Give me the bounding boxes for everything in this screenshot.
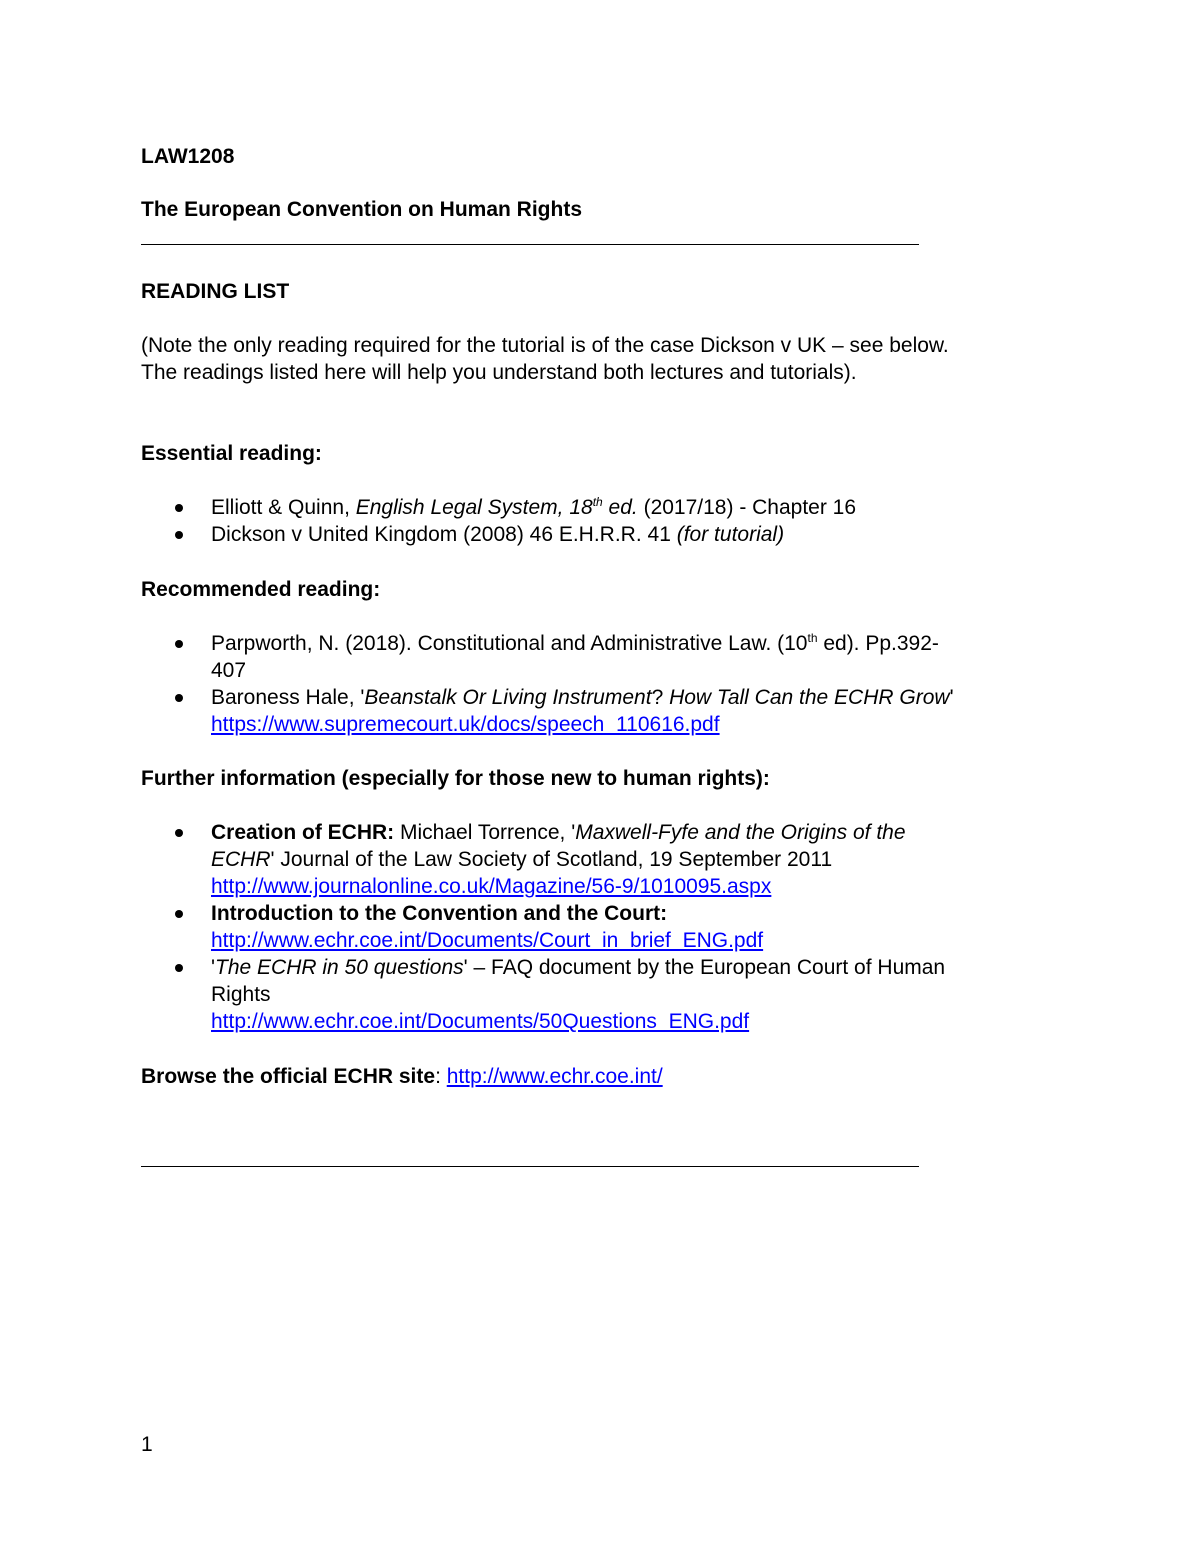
further-item-1-line-2: ECHR' Journal of the Law Society of Scotland, 19 September 2011 [211, 848, 833, 871]
essential-item-1: Elliott & Quinn, English Legal System, 18th ed. (2017/18) - Chapter 16 [211, 495, 857, 519]
further-item-3-line-1: 'The ECHR in 50 questions' – FAQ document by the European Court of Human [211, 956, 946, 979]
recommended-item-2-line-2 [211, 711, 954, 738]
echr-site-link[interactable]: http://www.echr.coe.int/ [446, 1065, 663, 1088]
list-item [141, 494, 856, 521]
recommended-item-1-line-2: 407 [211, 659, 247, 682]
bullet-icon [175, 694, 183, 702]
recommended-item-2-line-1: Baroness Hale, 'Beanstalk Or Living Instrument? How Tall Can the ECHR Grow' [211, 686, 954, 709]
bullet-icon [175, 829, 183, 837]
further-information-heading: Further information (especially for those new to human rights): [141, 767, 770, 790]
recommended-reading-list [141, 630, 954, 738]
course-code: LAW1208 [141, 145, 235, 168]
browse-label: Browse the official ECHR site [141, 1065, 436, 1088]
essential-item-2: Dickson v United Kingdom (2008) 46 E.H.R.R. 41 (for tutorial) [211, 523, 785, 546]
bottom-divider [141, 1166, 919, 1167]
browse-line: Browse the official ECHR site: http://www.echr.coe.int/ [141, 1065, 663, 1088]
further-item-2-line-1: Introduction to the Convention and the Court: [211, 902, 668, 925]
document-title: The European Convention on Human Rights [141, 198, 582, 221]
bullet-icon [175, 640, 183, 648]
list-item [141, 954, 945, 1035]
journal-online-link[interactable]: http://www.journalonline.co.uk/Magazine/56-9/1010095.aspx [211, 875, 772, 898]
further-item-3-line-3 [211, 1008, 945, 1035]
court-in-brief-link[interactable]: http://www.echr.coe.int/Documents/Court_in_brief_ENG.pdf [211, 929, 764, 952]
reading-list-heading: READING LIST [141, 280, 290, 303]
note-line-1: (Note the only reading required for the tutorial is of the case Dickson v UK – see below. [141, 334, 949, 357]
top-divider [141, 244, 919, 245]
recommended-item-1-line-1: Parpworth, N. (2018). Constitutional and Administrative Law. (10th ed). Pp.392- [211, 631, 939, 655]
further-item-1-line-1: Creation of ECHR: Michael Torrence, 'Maxwell-Fyfe and the Origins of the [211, 821, 906, 844]
bullet-icon [175, 531, 183, 539]
essential-reading-list [141, 494, 856, 548]
list-item [141, 900, 945, 954]
list-item [141, 684, 954, 738]
recommended-reading-heading: Recommended reading: [141, 578, 381, 601]
page-number: 1 [141, 1433, 153, 1456]
bullet-icon [175, 964, 183, 972]
bullet-icon [175, 910, 183, 918]
further-item-1-line-3 [211, 873, 945, 900]
list-item [141, 819, 945, 900]
supreme-court-speech-link[interactable]: https://www.supremecourt.uk/docs/speech_110616.pdf [211, 713, 720, 736]
list-item [141, 630, 954, 684]
note-line-2: The readings listed here will help you understand both lectures and tutorials). [141, 361, 857, 384]
further-information-list [141, 819, 945, 1035]
further-item-2-line-2 [211, 927, 945, 954]
list-item [141, 521, 856, 548]
essential-reading-heading: Essential reading: [141, 442, 322, 465]
fifty-questions-link[interactable]: http://www.echr.coe.int/Documents/50Questions_ENG.pdf [211, 1010, 750, 1033]
further-item-3-line-2: Rights [211, 983, 271, 1006]
bullet-icon [175, 504, 183, 512]
